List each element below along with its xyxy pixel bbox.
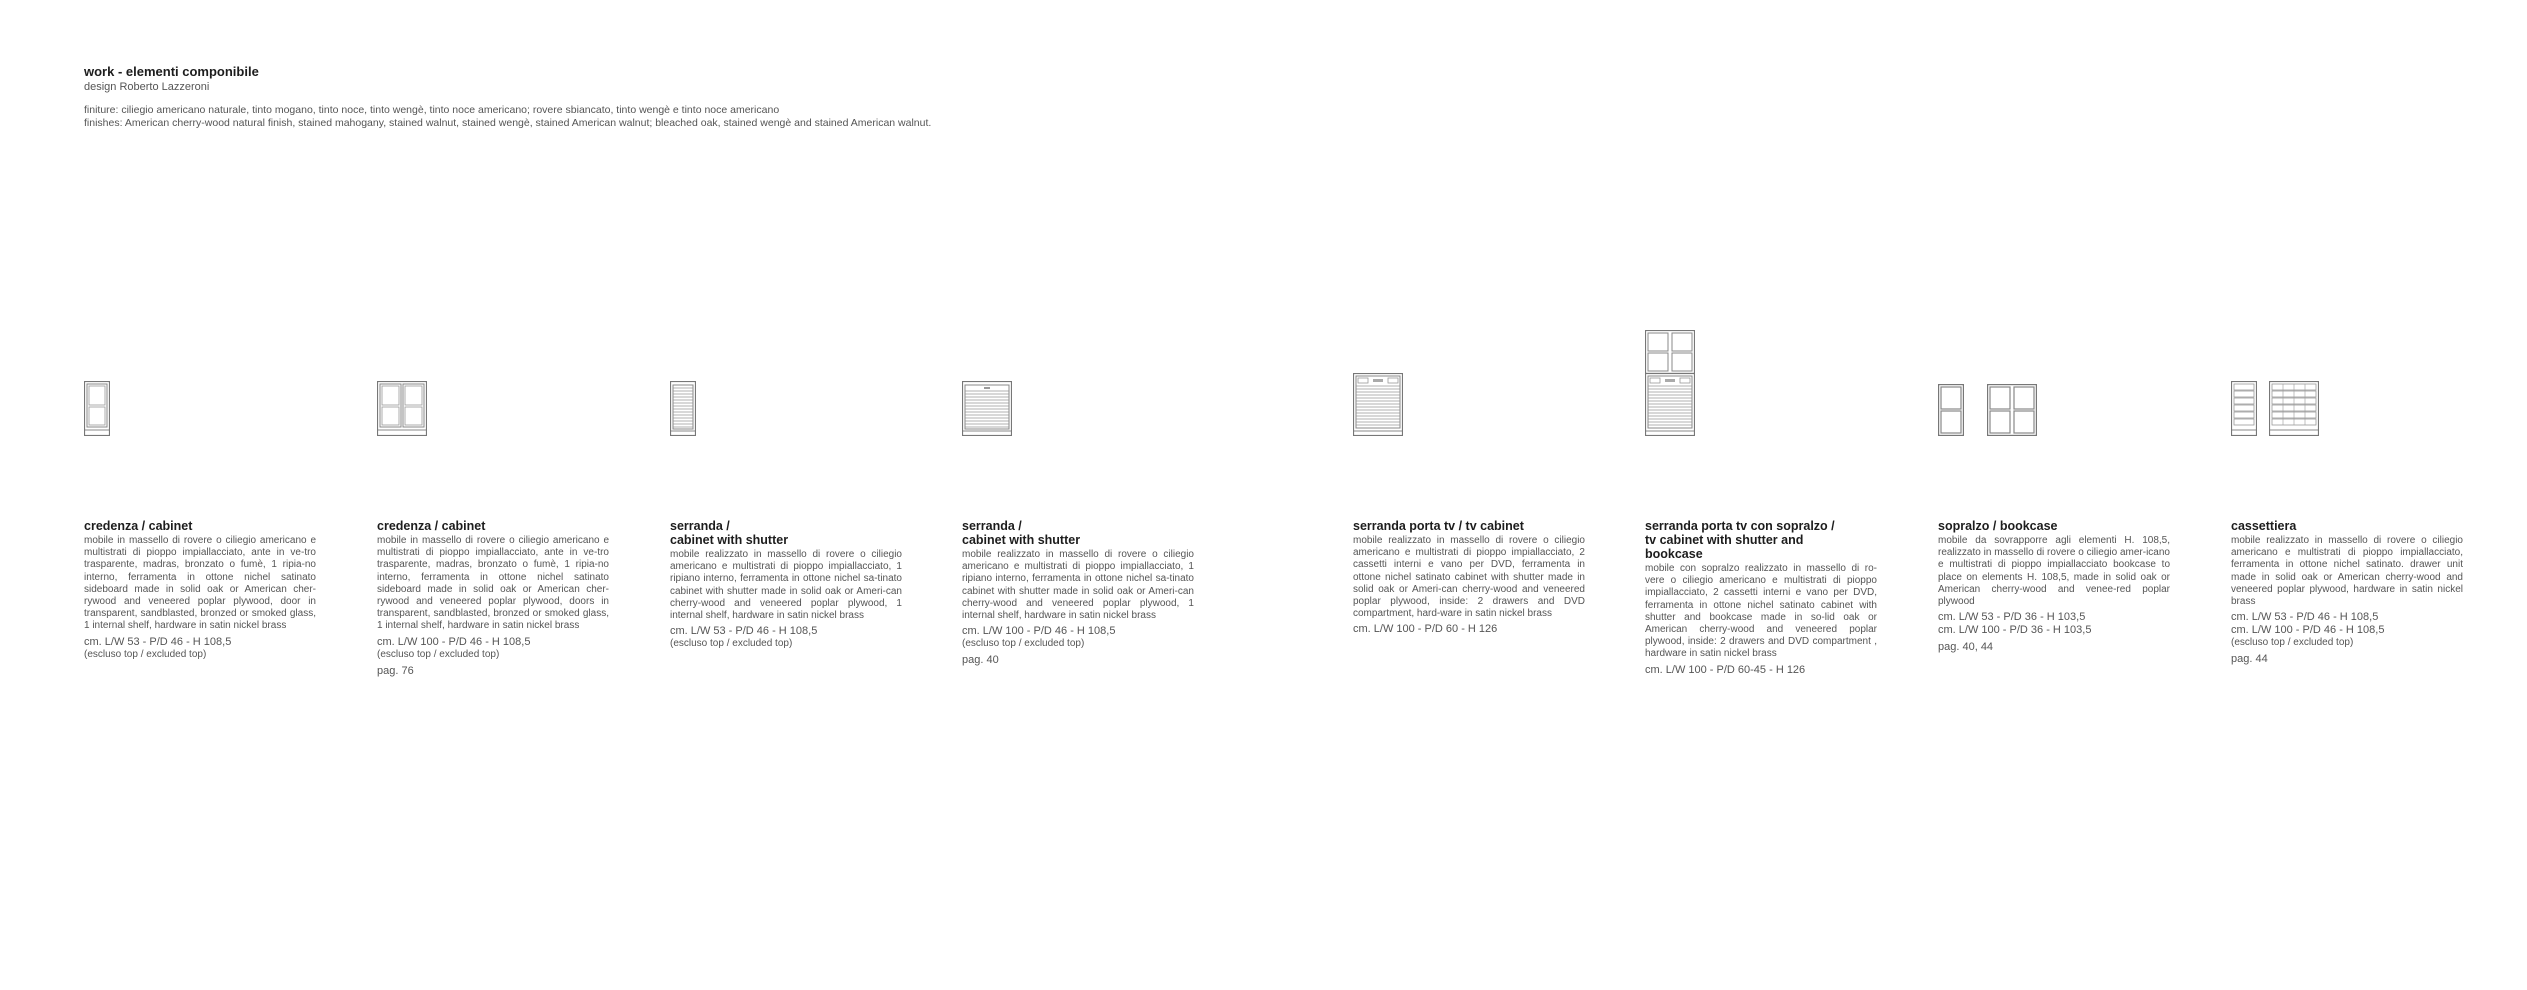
product-dimensions: cm. L/W 100 - P/D 60 - H 126 [1353,623,1498,636]
page-reference: pag. 44 [2231,653,2268,666]
page-reference: pag. 40 [962,654,999,667]
catalog-header [84,64,1184,130]
product-description: mobile da sovrapporre agli elementi H. 108,5, realizzato in massello di rovere o ciliegio amer-icano e multistrati di pioppo impiallacciato bookcase to place on elements H. 108,5, made in solid oak or American cherry-wood and venee-red poplar plywood [1938,535,2170,608]
product-title: cassettiera [2231,519,2297,533]
product-description: mobile realizzato in massello di rovere o ciliegio americano e multistrati di pioppo impiallacciato, 1 ripiano interno, ferramenta in ottone nichel sa-tinato cabinet with shutter made in solid oak or Ameri-can cherry-wood and veneered poplar plywood, 1 internal shelf, hardware in satin nickel brass [670,549,902,622]
drawing-drawer-unit-small [2231,381,2257,436]
product-tv-cabinet-bookcase [1645,519,1877,677]
product-shutter-small [670,519,902,650]
product-dimensions: cm. L/W 100 - P/D 60-45 - H 126 [1645,663,1806,676]
product-title: serranda / cabinet with shutter [962,519,1081,547]
product-note: (escluso top / excluded top) [2231,637,2354,649]
product-title: credenza / cabinet [84,519,193,533]
drawing-tv-cabinet-bookcase [1645,330,1695,436]
product-note: (escluso top / excluded top) [670,638,793,650]
product-credenza-large [377,519,609,678]
drawing-shutter-small [670,381,696,436]
product-description: mobile in massello di rovere o ciliegio americano e multistrati di pioppo impiallacciato, ante in ve-tro trasparente, madras, bronzato o fumè, 1 ripia-no interno, ferramenta in ottone nichel satinato sideboard made in solid oak or American cher-rywood and veneered poplar plywood, door in transparent, sandblasted, bronzed or smoked glass, 1 internal shelf, hardware in satin nickel brass [84,535,316,632]
product-note: (escluso top / excluded top) [962,638,1085,650]
product-dimensions: cm. L/W 53 - P/D 46 - H 108,5 [670,625,818,638]
product-title: serranda porta tv / tv cabinet [1353,519,1524,533]
finishes-english: finishes: American cherry-wood natural finish, stained mahogany, stained walnut, stained wengè, stained American walnut; bleached oak, stained wengè and stained American walnut. [84,117,932,129]
product-description: mobile realizzato in massello di rovere o ciliegio americano e multistrati di pioppo impiallacciato, 2 cassetti interni e vano per DVD, ferramenta in ottone nichel satinato cabinet with shutter made in solid oak or Ameri-can cherry-wood and veneered poplar plywood, inside: 2 drawers and DVD compartment, hard-ware in satin nickel brass [1353,535,1585,620]
collection-title: work - elementi componibile [84,64,259,79]
product-note: (escluso top / excluded top) [377,648,500,660]
product-description: mobile realizzato in massello di rovere o ciliegio americano e multistrati di pioppo impiallacciato, ferramenta in ottone nichel satinato. drawer unit made in solid oak or American cherry-wood and veneered poplar plywood, hardware in satin nickel brass [2231,535,2463,608]
drawing-credenza-large [377,381,427,436]
product-drawer-unit [2231,519,2463,666]
drawing-shutter-large [962,381,1012,436]
product-title: serranda / cabinet with shutter [670,519,789,547]
product-shutter-large [962,519,1194,667]
product-tv-cabinet [1353,519,1585,636]
drawing-bookcase-small [1938,384,1964,436]
product-description: mobile con sopralzo realizzato in massello di ro-vere o ciliegio americano e multistrati di pioppo impiallacciato, 2 cassetti interni e vano per DVD, ferramenta in ottone nichel satinato cabinet with shutter and bookcase made in so-lid oak or American cherry-wood and veneered poplar plywood, inside: 2 drawers and DVD compartment , hardware in satin nickel brass [1645,563,1877,660]
page-reference: pag. 76 [377,664,414,677]
product-dimensions: cm. L/W 100 - P/D 46 - H 108,5 [962,625,1116,638]
product-dimensions: cm. L/W 53 - P/D 46 - H 108,5 [84,635,232,648]
product-dimensions: cm. L/W 53 - P/D 46 - H 108,5 cm. L/W 100 - P/D 46 - H 108,5 [2231,611,2385,637]
product-dimensions: cm. L/W 100 - P/D 46 - H 108,5 [377,635,531,648]
product-bookcase [1938,519,2170,654]
product-description: mobile realizzato in massello di rovere o ciliegio americano e multistrati di pioppo impiallacciato, 1 ripiano interno, ferramenta in ottone nichel sa-tinato cabinet with shutter made in solid oak or Ameri-can cherry-wood and veneered poplar plywood, 1 internal shelf, hardware in satin nickel brass [962,549,1194,622]
drawing-tv-cabinet [1353,373,1403,436]
page-reference: pag. 40, 44 [1938,641,1994,654]
drawing-drawer-unit-large [2269,381,2319,436]
product-note: (escluso top / excluded top) [84,648,207,660]
product-description: mobile in massello di rovere o ciliegio americano e multistrati di pioppo impiallacciato, ante in ve-tro trasparente, madras, bronzato o fumè, 1 ripia-no interno, ferramenta in ottone nichel satinato sideboard made in solid oak or American cher-rywood and veneered poplar plywood, doors in transparent, sandblasted, bronzed or smoked glass, 1 internal shelf, hardware in satin nickel brass [377,535,609,632]
finishes-block [84,104,1184,130]
product-title: sopralzo / bookcase [1938,519,2058,533]
drawing-bookcase-large [1987,384,2037,436]
product-credenza-small [84,519,316,661]
drawing-credenza-small [84,381,110,436]
designer-credit: design Roberto Lazzeroni [84,81,210,93]
product-dimensions: cm. L/W 53 - P/D 36 - H 103,5 cm. L/W 100 - P/D 36 - H 103,5 [1938,611,2092,637]
product-title: serranda porta tv con sopralzo / tv cabinet with shutter and bookcase [1645,519,1835,561]
finishes-italian: finiture: ciliegio americano naturale, tinto mogano, tinto noce, tinto wengè, tinto noce americano; rovere sbiancato, tinto wengè e tinto noce americano [84,104,780,116]
product-title: credenza / cabinet [377,519,486,533]
